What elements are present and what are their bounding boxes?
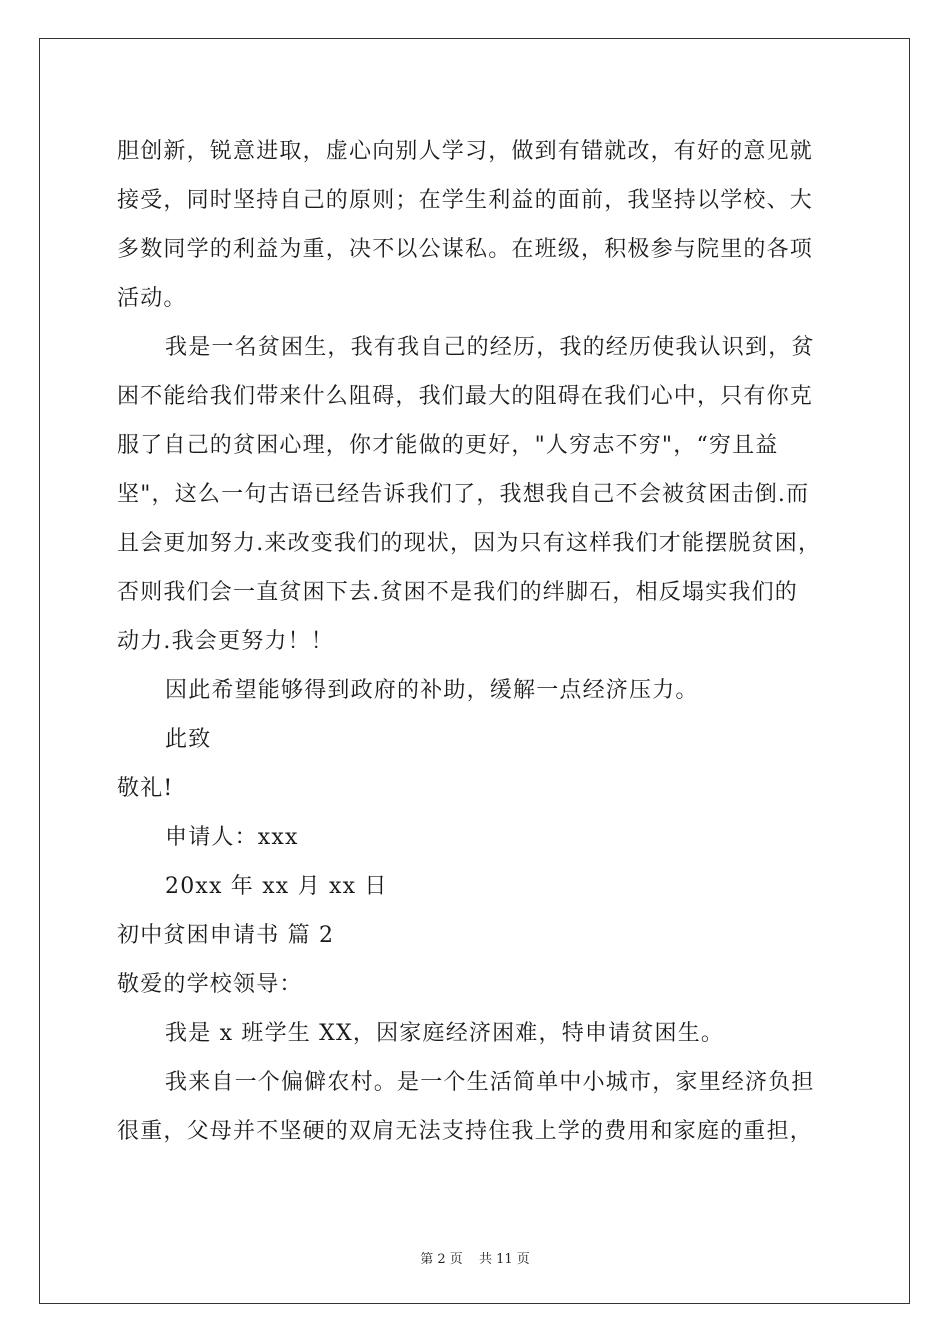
paragraph-start: 我是一名贫困生，我有我自己的经历，我的经历使我认识到，贫 <box>165 335 815 360</box>
text-line: 坚"，这么一句古语已经告诉我们了，我想我自己不会被贫困击倒.而 <box>117 482 810 507</box>
text-line: 很重，父母并不坚硬的双肩无法支持住我上学的费用和家庭的重担， <box>117 1119 814 1144</box>
paragraph-start: 因此希望能够得到政府的补助，缓解一点经济压力。 <box>165 678 699 703</box>
greeting: 敬爱的学校领导： <box>117 972 303 997</box>
closing-salutation: 此致 <box>165 727 212 752</box>
applicant-signature: 申请人：xxx <box>165 825 299 850</box>
text-line: 多数同学的利益为重，决不以公谋私。在班级，积极参与院里的各项 <box>117 237 814 262</box>
page-total: 共 11 页 <box>478 1252 530 1267</box>
text-line: 活动。 <box>117 286 187 311</box>
text-line: 困不能给我们带来什么阻碍，我们最大的阻碍在我们心中，只有你克 <box>117 384 814 409</box>
page-number: 第 2 页 <box>420 1252 463 1267</box>
page-footer <box>0 1248 950 1267</box>
document-body <box>117 127 833 1156</box>
text-line: 且会更加努力.来改变我们的现状，因为只有这样我们才能摆脱贫困， <box>117 531 822 556</box>
text-line: 接受，同时坚持自己的原则；在学生利益的面前，我坚持以学校、大 <box>117 188 814 213</box>
section-heading: 初中贫困申请书 篇 2 <box>117 923 335 948</box>
date-line: 20xx 年 xx 月 xx 日 <box>165 874 388 899</box>
text-line: 动力.我会更努力！！ <box>117 629 334 654</box>
paragraph-start: 我是 x 班学生 XX，因家庭经济困难，特申请贫困生。 <box>165 1021 725 1046</box>
text-line: 胆创新，锐意进取，虚心向别人学习，做到有错就改，有好的意见就 <box>117 139 814 164</box>
closing-regards: 敬礼! <box>117 776 174 801</box>
text-line: 服了自己的贫困心理，你才能做的更好，"人穷志不穷"，“穷且益 <box>117 433 779 458</box>
text-line: 否则我们会一直贫困下去.贫困不是我们的绊脚石，相反塌实我们的 <box>117 580 798 605</box>
paragraph-start: 我来自一个偏僻农村。是一个生活简单中小城市，家里经济负担 <box>165 1070 815 1095</box>
